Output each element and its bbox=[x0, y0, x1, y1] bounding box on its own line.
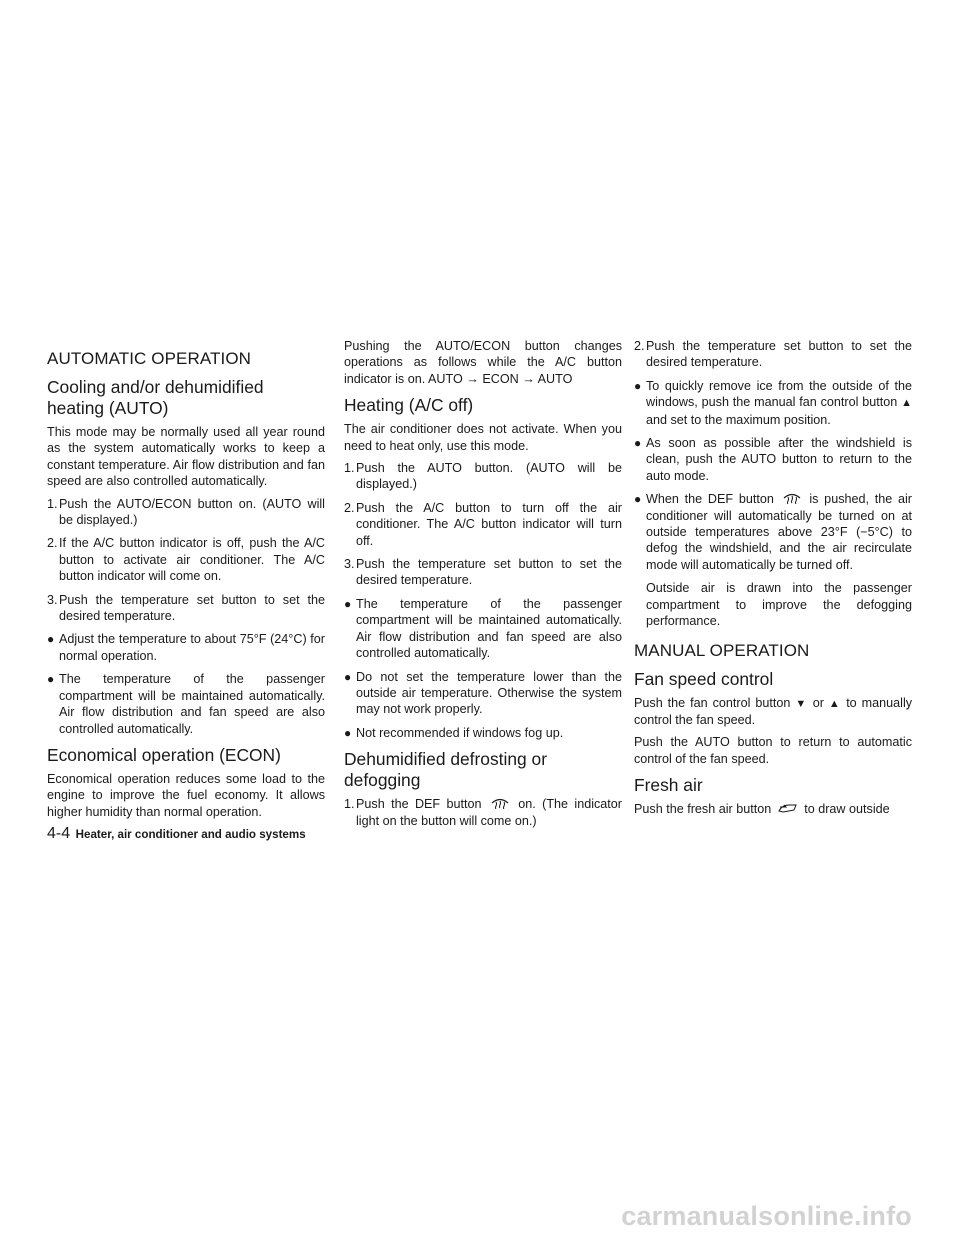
fan-text-pre: Push the fan control button bbox=[634, 695, 791, 710]
bullet-icon: ● bbox=[634, 378, 642, 393]
up-triangle-icon: ▲ bbox=[901, 397, 913, 410]
bullet-text: The temperature of the passenger compartment will be maintained automatically. Air flow distribution and fan speed are also controlled automatically. bbox=[59, 672, 325, 736]
fresh-text-post: to draw outside bbox=[804, 802, 890, 817]
list-item bbox=[344, 556, 622, 589]
step-number: 1. bbox=[47, 496, 58, 511]
fresh-air-icon bbox=[777, 802, 799, 814]
bullet-text: Do not set the temperature lower than the outside air temperature. Otherwise the system may not work properly. bbox=[356, 669, 622, 717]
fresh-air-text bbox=[634, 801, 912, 817]
list-item bbox=[344, 796, 622, 829]
econ-text: Economical operation reduces some load to the engine to improve the fuel economy. It allows higher humidity than normal operation. bbox=[47, 771, 325, 819]
step-number: 2. bbox=[47, 536, 58, 551]
heading-fan-speed: Fan speed control bbox=[634, 668, 774, 689]
fresh-text-pre: Push the fresh air button bbox=[634, 802, 772, 817]
step-number: 3. bbox=[47, 592, 58, 607]
watermark-bar bbox=[0, 1200, 960, 1242]
step-text: If the A/C button indicator is off, push the A/C button to activate air conditioner. The A/C button indicator will come on. bbox=[59, 536, 325, 584]
bullet-item bbox=[634, 435, 912, 484]
def-icon bbox=[782, 492, 802, 504]
step-number: 1. bbox=[344, 797, 355, 812]
cooling-intro: This mode may be normally used all year round as the system automatically works to keep a constant temperature. Air flow distribution and fan speed are also controlled automatically. bbox=[47, 425, 325, 489]
list-item bbox=[344, 500, 622, 549]
bullet-icon: ● bbox=[344, 725, 352, 740]
column-2 bbox=[344, 338, 622, 836]
step-number: 3. bbox=[344, 557, 355, 572]
bullet-icon: ● bbox=[344, 596, 352, 611]
bullet-item bbox=[344, 669, 622, 718]
watermark-text: carmanualsonline.info bbox=[621, 1201, 912, 1231]
step-text: Push the DEF button bbox=[356, 797, 482, 812]
page-number: 4-4 bbox=[47, 825, 71, 842]
bullet-text: and set to the maximum position. bbox=[646, 412, 831, 427]
list-item bbox=[47, 592, 325, 625]
column-3 bbox=[634, 338, 912, 824]
bullet-icon: ● bbox=[344, 669, 352, 684]
defog-note: Outside air is drawn into the passenger compartment to improve the defogging performance. bbox=[646, 581, 912, 629]
bullet-text: As soon as possible after the windshield is clean, push the AUTO button to return to the auto mode. bbox=[646, 436, 912, 483]
section-title: Heater, air conditioner and audio systems bbox=[75, 828, 306, 841]
list-item bbox=[344, 460, 622, 493]
bullet-icon: ● bbox=[634, 492, 642, 507]
heating-intro: The air conditioner does not activate. When you need to heat only, use this mode. bbox=[344, 422, 622, 453]
bullet-text: Adjust the temperature to about 75°F (24°C) for normal operation. bbox=[59, 632, 325, 663]
bullet-text: is pushed, the air conditioner will automatically be turned on at outside temperatures above 23°F (−5°C) to defog the windshield, and the air recirculate mode will automatically be turned off. bbox=[646, 492, 912, 572]
heading-fresh-air: Fresh air bbox=[634, 775, 703, 796]
bullet-item bbox=[634, 491, 912, 573]
step-text: Push the temperature set button to set the desired temperature. bbox=[59, 592, 325, 624]
step-text: Push the AUTO button. (AUTO will be displayed.) bbox=[356, 461, 622, 492]
bullet-item bbox=[344, 725, 622, 741]
list-item bbox=[47, 535, 325, 584]
column-1 bbox=[47, 338, 325, 826]
step-text: on. (The indicator light on the button will come on.) bbox=[356, 797, 622, 828]
heading-cooling-auto: Cooling and/or dehumidified heating (AUTO) bbox=[47, 377, 264, 418]
step-number: 2. bbox=[634, 339, 645, 353]
bullet-icon: ● bbox=[47, 632, 55, 647]
step-text: Push the A/C button to turn off the air conditioner. The A/C button indicator will turn off. bbox=[356, 500, 622, 548]
fan-text-post: to manually control the fan speed. bbox=[634, 695, 913, 727]
fan-auto-text: Push the AUTO button to return to automatic control of the fan speed. bbox=[634, 735, 912, 766]
step-number: 1. bbox=[344, 461, 355, 476]
list-item bbox=[47, 496, 325, 529]
bullet-item bbox=[344, 596, 622, 662]
bullet-text: When the DEF button bbox=[646, 492, 774, 507]
bullet-icon: ● bbox=[47, 672, 55, 687]
bullet-text: Not recommended if windows fog up. bbox=[356, 725, 564, 740]
heading-heating: Heating (A/C off) bbox=[344, 395, 474, 416]
heading-econ: Economical operation (ECON) bbox=[47, 744, 281, 765]
def-icon bbox=[490, 797, 510, 809]
heading-manual-operation: MANUAL OPERATION bbox=[634, 640, 810, 660]
heading-defrost: Dehumidified defrosting or defogging bbox=[344, 749, 547, 791]
up-triangle-icon: ▲ bbox=[828, 697, 842, 710]
bullet-icon: ● bbox=[634, 436, 642, 451]
bullet-item bbox=[634, 378, 912, 428]
fan-text-or: or bbox=[812, 695, 824, 710]
step-number: 2. bbox=[344, 500, 355, 515]
step-text: Push the temperature set button to set the desired temperature. bbox=[646, 339, 912, 370]
page-footer bbox=[47, 825, 306, 843]
bullet-item bbox=[47, 631, 325, 664]
bullet-item bbox=[47, 671, 325, 737]
step-text: Push the temperature set button to set the desired temperature. bbox=[356, 557, 622, 588]
fan-speed-text bbox=[634, 695, 912, 729]
heading-automatic-operation: AUTOMATIC OPERATION bbox=[47, 349, 252, 368]
bullet-text: The temperature of the passenger compartment will be maintained automatically. Air flow distribution and fan speed are also controlled automatically. bbox=[356, 596, 622, 661]
bullet-text: To quickly remove ice from the outside of the windows, push the manual fan control button bbox=[646, 378, 912, 410]
list-item bbox=[634, 338, 912, 371]
down-triangle-icon: ▼ bbox=[795, 697, 808, 710]
auto-econ-cycle-text: Pushing the AUTO/ECON button changes operations as follows while the A/C button indicator is on. AUTO → ECON → AUTO bbox=[344, 339, 622, 386]
step-text: Push the AUTO/ECON button on. (AUTO will be displayed.) bbox=[59, 496, 325, 528]
